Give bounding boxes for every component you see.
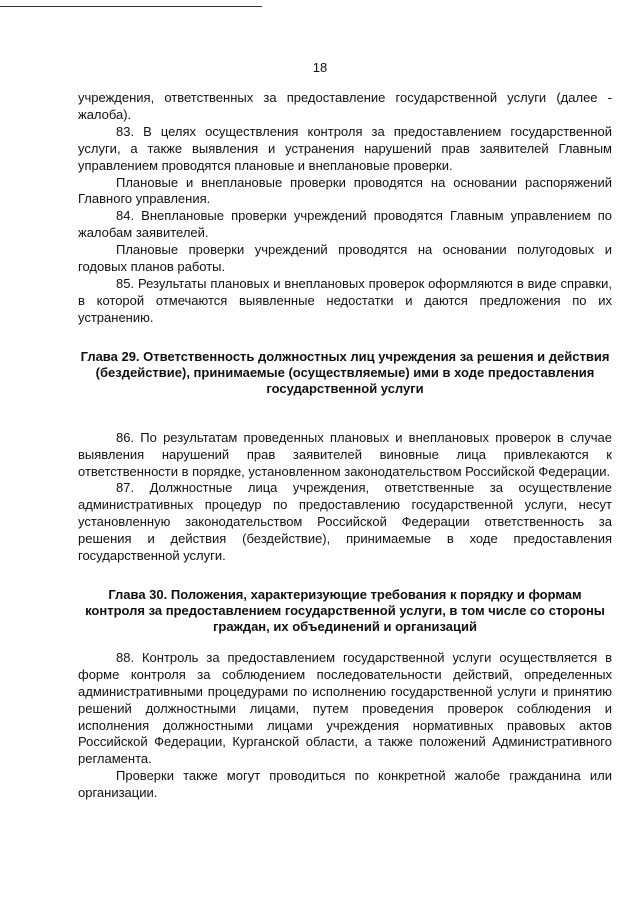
page-number: 18 <box>312 60 328 75</box>
paragraph-86: 86. По результатам проведенных плановых и внеплановых проверок в случае выявления нарушений прав заявителей виновные лица привлекаются к ответственности в порядке, установленном законодательством Российской Федерации. <box>78 429 612 479</box>
paragraph-83-scheduled-checks: Плановые и внеплановые проверки проводятся на основании распоряжений Главного управления. <box>78 174 612 207</box>
top-rule <box>0 6 262 7</box>
paragraph-83: 83. В целях осуществления контроля за предоставлением государственной услуги, а также выявления и устранения нарушений прав заявителей Главным управлением проводятся плановые и внеплановые проверки. <box>78 123 612 173</box>
paragraph-88-complaint-checks: Проверки также могут проводиться по конкретной жалобе гражданина или организации. <box>78 768 612 801</box>
paragraph-continuation: учреждения, ответственных за предоставление государственной услуги (далее - жалоба). <box>78 90 612 122</box>
document-body <box>78 90 612 802</box>
paragraph-87: 87. Должностные лица учреждения, ответственные за осуществление административных процедур по предоставлению государственной услуги, несут установленную законодательством Российской Федерации ответственность за решения и действия (бездействие), принимаемые в ходе предоставления государственной услуги. <box>78 480 612 564</box>
chapter-29-heading: Глава 29. Ответственность должностных лиц учреждения за решения и действия (бездействие), принимаемые (осуществляемые) ими в ходе предоставления государственной услуги <box>80 348 610 396</box>
paragraph-84: 84. Внеплановые проверки учреждений проводятся Главным управлением по жалобам заявителей. <box>78 208 612 241</box>
paragraph-88: 88. Контроль за предоставлением государственной услуги осуществляется в форме контроля за соблюдением последовательности действий, определенных административными процедурами по исполнению государственной услуги и принятию решений должностными лицами, путем проведения проверок соблюдения и исполнения должностными лицами учреждения нормативных правовых актов Российской Федерации, Курганской области, а также положений Административного регламента. <box>78 649 612 767</box>
paragraph-84-planned-checks: Плановые проверки учреждений проводятся на основании полугодовых и годовых планов работы. <box>78 242 612 275</box>
chapter-30-heading: Глава 30. Положения, характеризующие требования к порядку и формам контроля за предоставлением государственной услуги, в том числе со стороны граждан, их объединений и организаций <box>85 586 605 634</box>
paragraph-85: 85. Результаты плановых и внеплановых проверок оформляются в виде справки, в которой отмечаются выявленные недостатки и даются предложения по их устранению. <box>78 275 612 325</box>
